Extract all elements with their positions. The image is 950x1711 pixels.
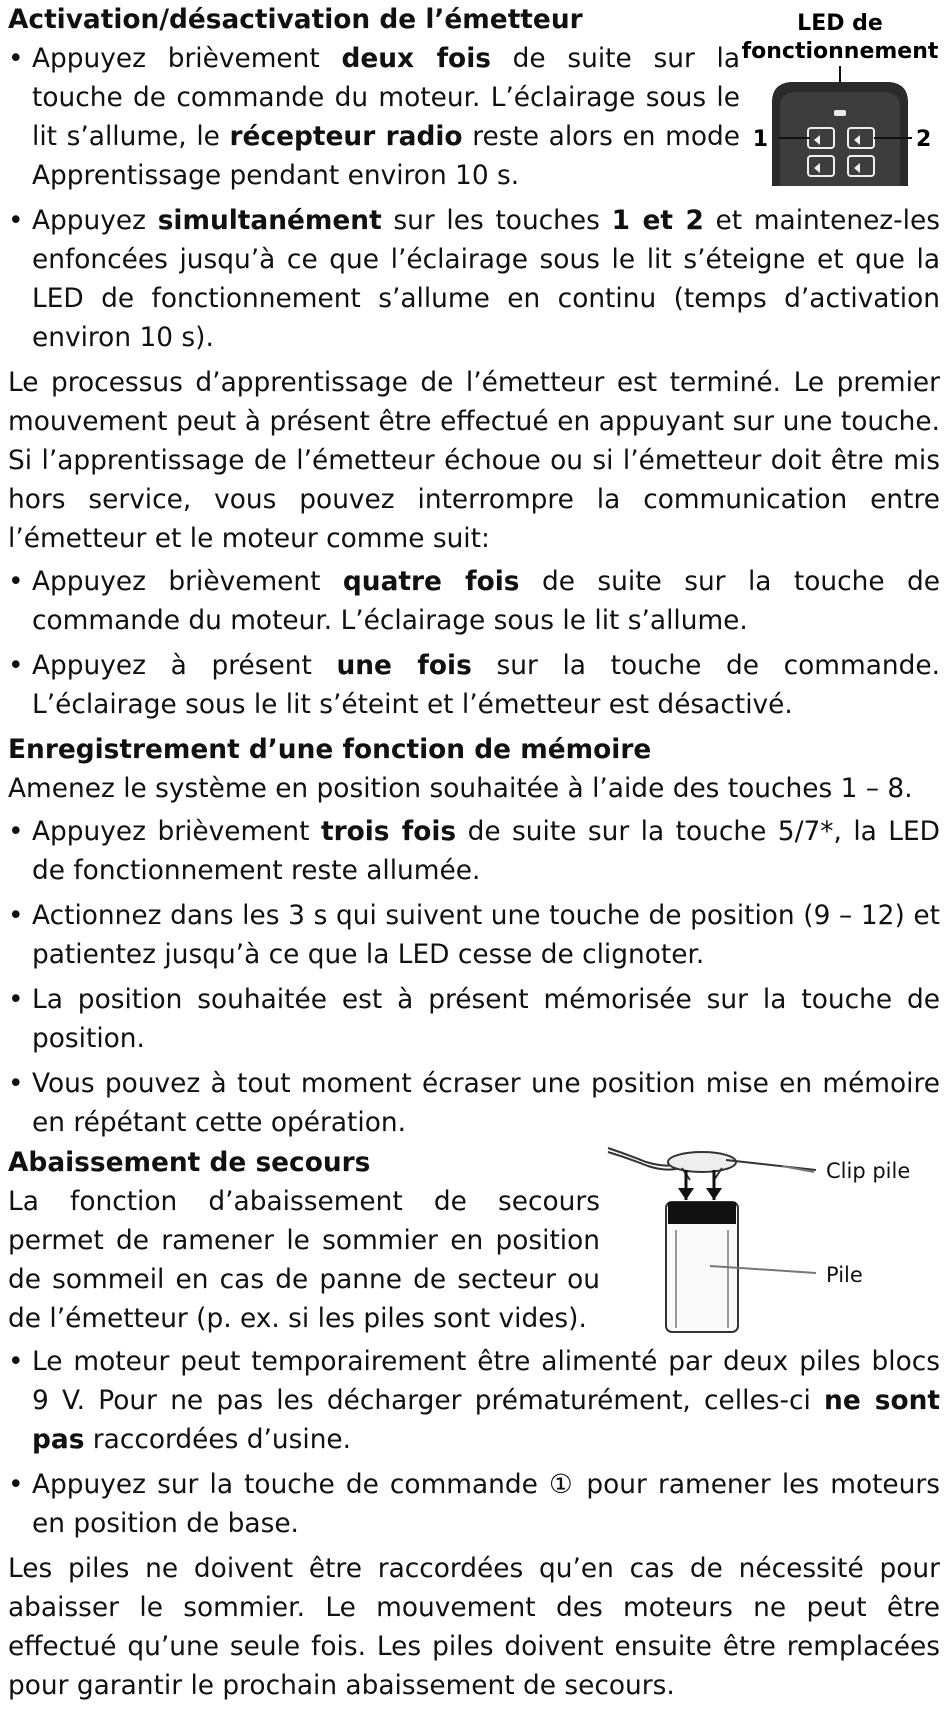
battery-clip-icon xyxy=(608,1148,816,1180)
battery-figure xyxy=(606,1140,940,1334)
list-item: • Le moteur peut temporairement être alimenté par deux piles blocs 9 V. Pour ne pas les décharger prématurément, celles-ci ne sont pas raccordées d’usine. xyxy=(8,1342,940,1459)
battery-connectors xyxy=(686,1170,714,1200)
list-item: • Appuyez sur la touche de commande ① pour ramener les moteurs en position de base. xyxy=(8,1465,940,1543)
paragraph: La fonction d’abaissement de secours permet de ramener le sommier en position de sommeil en cas de panne de secteur ou de l’émetteur (p. ex. si les piles sont vides). xyxy=(8,1186,600,1334)
deactivation-steps xyxy=(8,562,940,724)
remote-body xyxy=(772,82,908,186)
memory-steps xyxy=(8,812,940,1142)
clip-label: Clip pile xyxy=(826,1159,911,1183)
section-transmitter-activation xyxy=(8,0,940,730)
list-item: • Appuyez simultanément sur les touches 1 et 2 et maintenez-les enfoncées jusqu’à ce que l’éclairage sous le lit s’éteigne et que la LED de fonctionnement s’allume en continu (temps d’activation environ 10 s). xyxy=(8,201,940,357)
list-item: • Appuyez brièvement quatre fois de suite sur la touche de commande du moteur. L’éclairage sous le lit s’allume. xyxy=(8,562,940,640)
led-icon xyxy=(834,110,846,116)
paragraph: Amenez le système en position souhaitée à l’aide des touches 1 – 8. xyxy=(8,773,913,804)
list-item: • Appuyez brièvement deux fois de suite sur la touche de commande du moteur. L’éclairage sous le lit s’allume, le récepteur radio reste alors en mode Apprentissage pendant environ 10 s. xyxy=(8,39,740,195)
list-item: • Appuyez à présent une fois sur la touche de commande. L’éclairage sous le lit s’éteint et l’émetteur est désactivé. xyxy=(8,646,940,724)
list-item: • La position souhaitée est à présent mémorisée sur la touche de position. xyxy=(8,980,940,1058)
list-item: • Appuyez brièvement trois fois de suite sur la touche 5/7*, la LED de fonctionnement reste allumée. xyxy=(8,812,940,890)
section-memory-function xyxy=(8,730,940,1148)
paragraph: Les piles ne doivent être raccordées qu’en cas de nécessité pour abaisser le sommier. Le mouvement des moteurs ne peut être effectué qu’une seule fois. Les piles doivent ensuite être remplacées pour garantir le prochain abaissement de secours. xyxy=(8,1553,940,1701)
list-item: • Vous pouvez à tout moment écraser une position mise en mémoire en répétant cette opération. xyxy=(8,1064,940,1142)
key-1-label: 1 xyxy=(752,127,768,152)
led-label-line2: fonctionnement xyxy=(741,39,939,64)
section-title: Enregistrement d’une fonction de mémoire xyxy=(8,734,652,765)
section-title: Abaissement de secours xyxy=(8,1147,371,1178)
paragraph: Le processus d’apprentissage de l’émetteur est terminé. Le premier mouvement peut à présent être effectué en appuyant sur une touche. Si l’apprentissage de l’émetteur échoue ou si l’émetteur doit être mis hors service, vous pouvez interrompre la communication entre l’émetteur et le moteur comme suit: xyxy=(8,367,940,554)
battery-label: Pile xyxy=(826,1263,863,1287)
key-2-label: 2 xyxy=(916,127,932,152)
emergency-steps xyxy=(8,1342,940,1543)
section-emergency-lowering xyxy=(8,1143,940,1705)
led-label-line1: LED de xyxy=(797,11,883,36)
list-item: • Actionnez dans les 3 s qui suivent une touche de position (9 – 12) et patientez jusqu’à ce que la LED cesse de clignoter. xyxy=(8,896,940,974)
section-title: Activation/désactivation de l’émetteur xyxy=(8,4,583,35)
